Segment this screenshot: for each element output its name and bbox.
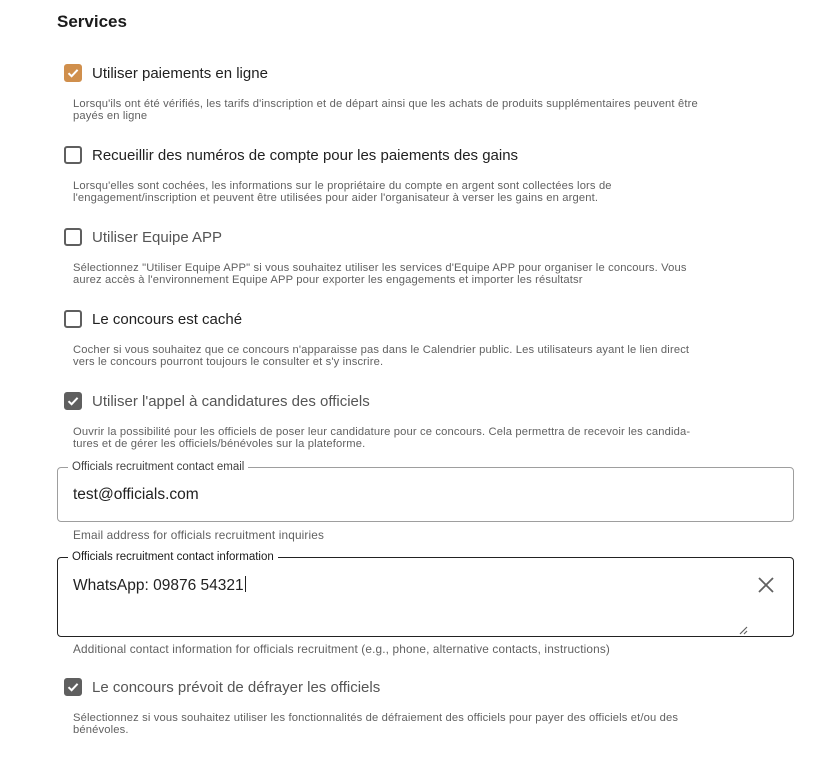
- option-officials-call[interactable]: [64, 392, 370, 410]
- option-online-payments[interactable]: [64, 64, 268, 82]
- option-label[interactable]: Utiliser Equipe APP: [92, 228, 223, 246]
- checkbox-online-payments[interactable]: [64, 64, 82, 82]
- officials-contact-info-field[interactable]: [57, 551, 794, 637]
- option-equipe-app[interactable]: [64, 228, 222, 246]
- option-label[interactable]: Utiliser paiements en ligne: [92, 64, 268, 82]
- option-help: Ouvrir la possibilité pour les officiels de poser leur candidature pour ce concours. Cela permettra de recevoir les candida- tures et de gérer les officiels/bénévoles sur la plateforme.: [73, 426, 691, 450]
- option-collect-account-numbers[interactable]: [64, 146, 518, 164]
- option-hidden-competition[interactable]: [64, 310, 242, 328]
- check-icon: [66, 394, 80, 408]
- option-help: Cocher si vous souhaitez que ce concours n'apparaisse pas dans le Calendrier public. Les utilisateurs ayant le lien direct vers le concours pourront toujours le consulter et s'y inscrire.: [73, 344, 690, 368]
- field-hint: Additional contact information for officials recruitment (e.g., phone, alternative contacts, instructions): [73, 642, 610, 656]
- officials-email-field[interactable]: [57, 461, 794, 522]
- field-hint: Email address for officials recruitment inquiries: [73, 528, 325, 542]
- close-icon: [756, 575, 776, 595]
- section-title: Services: [57, 12, 127, 31]
- checkbox-equipe-app[interactable]: [64, 228, 82, 246]
- checkbox-collect-account-numbers[interactable]: [64, 146, 82, 164]
- resize-handle-icon[interactable]: [739, 626, 748, 635]
- check-icon: [66, 66, 80, 80]
- officials-email-input[interactable]: test@officials.com: [73, 486, 199, 503]
- option-help: Lorsqu'elles sont cochées, les informations sur le propriétaire du compte en argent sont collectées lors de l'engagement/inscription et peuvent être utilisées pour aider l'organisateur à verser les gains en argent.: [73, 180, 612, 204]
- option-label[interactable]: Recueillir des numéros de compte pour les paiements des gains: [92, 146, 519, 164]
- option-label[interactable]: Le concours prévoit de défrayer les officiels: [92, 678, 381, 696]
- option-label[interactable]: Le concours est caché: [92, 310, 243, 328]
- check-icon: [66, 680, 80, 694]
- option-help: Sélectionnez "Utiliser Equipe APP" si vous souhaitez utiliser les services d'Equipe APP pour organiser le concours. Vous aurez accès à l'environnement Equipe APP pour exporter les engagements et importer les résultatsr: [73, 262, 687, 286]
- text-caret: [245, 576, 246, 592]
- field-label: Officials recruitment contact email: [68, 460, 248, 474]
- option-label[interactable]: Utiliser l'appel à candidatures des officiels: [92, 392, 370, 410]
- option-help: Sélectionnez si vous souhaitez utiliser les fonctionnalités de défraiement des officiels pour payer des officiels et/ou des bénévoles.: [73, 712, 679, 736]
- checkbox-officials-reimbursement[interactable]: [64, 678, 82, 696]
- option-officials-reimbursement[interactable]: [64, 678, 380, 696]
- textarea-value: WhatsApp: 09876 54321: [73, 577, 244, 594]
- option-help: Lorsqu'ils ont été vérifiés, les tarifs d'inscription et de départ ainsi que les achats de produits supplémentaires peuvent être payés en ligne: [73, 98, 698, 122]
- checkbox-hidden-competition[interactable]: [64, 310, 82, 328]
- clear-button[interactable]: [756, 575, 776, 595]
- checkbox-officials-call[interactable]: [64, 392, 82, 410]
- field-label: Officials recruitment contact information: [68, 550, 278, 564]
- officials-contact-info-textarea[interactable]: [73, 576, 246, 595]
